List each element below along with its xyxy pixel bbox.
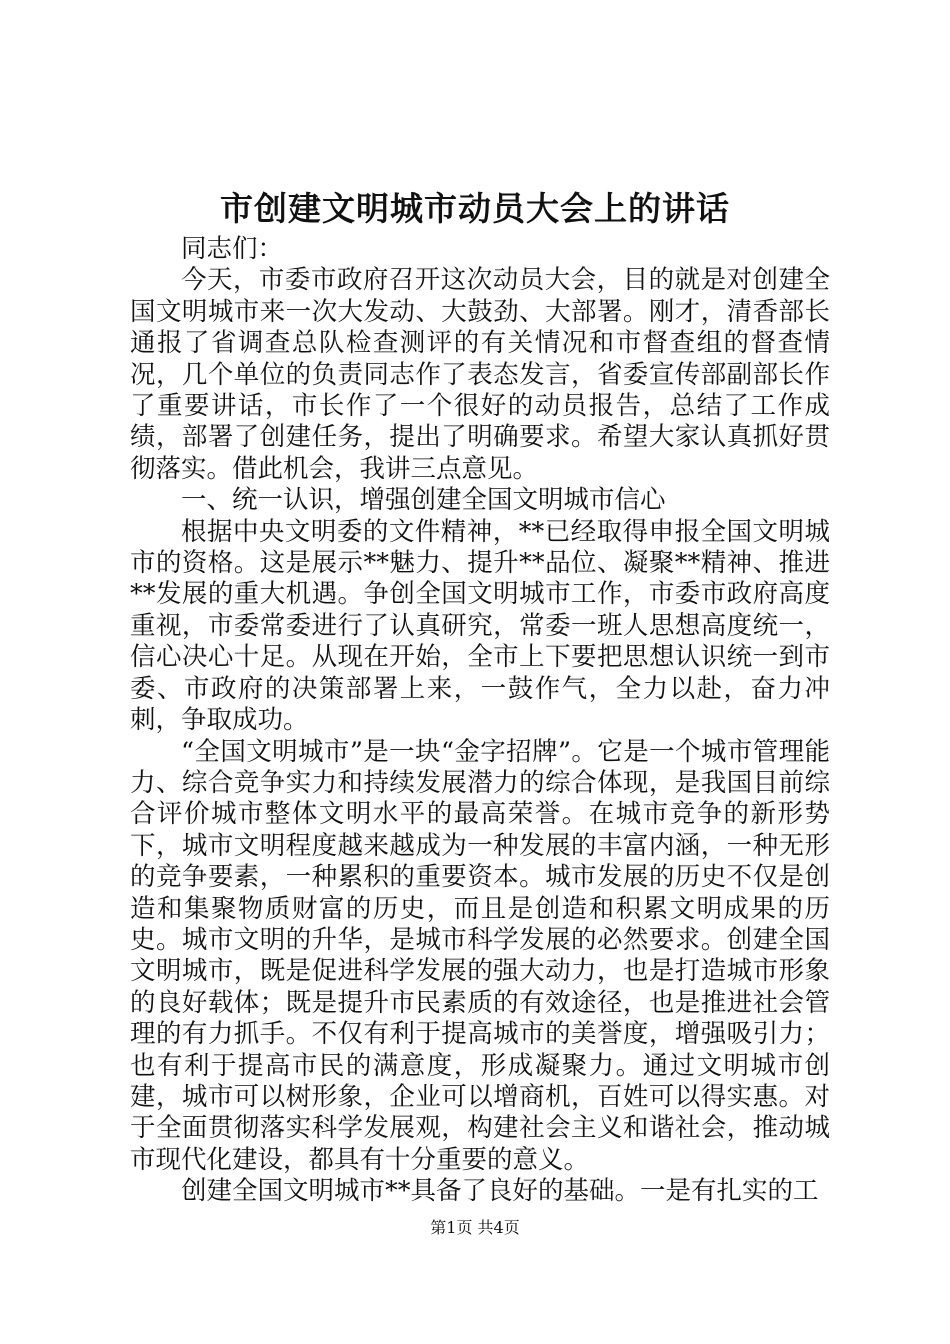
body-paragraph: 创建全国文明城市**具备了良好的基础。一是有扎实的工 [181, 1176, 819, 1207]
body-paragraph: 根据中央文明委的文件精神，**已经取得申报全国文明城市的资格。这是展示**魅力、提升**品位、凝聚**精神、推进**发展的重大机遇。争创全国文明城市工作，市委市政府高度重视，市委常委进行了认真研究，常委一班人思想高度统一，信心决心十足。从现在开始，全市上下要把思想认识统一到市委、市政府的决策部署上来，一鼓作气，全力以赴，奋力冲刺，争取成功。 [130, 516, 830, 736]
body-paragraph: 今天，市委市政府召开这次动员大会，目的就是对创建全国文明城市来一次大发动、大鼓劲、大部署。刚才，清香部长通报了省调查总队检查测评的有关情况和市督查组的督查情况，几个单位的负责同志作了表态发言，省委宣传部副部长作了重要讲话，市长作了一个很好的动员报告，总结了工作成绩，部署了创建任务，提出了明确要求。希望大家认真抓好贯彻落实。借此机会，我讲三点意见。 [130, 265, 830, 484]
section-heading: 一、统一认识，增强创建全国文明城市信心 [181, 485, 666, 516]
document-body [130, 234, 830, 1208]
page-number: 第1页 共4页 [430, 1218, 520, 1237]
document-title: 市创建文明城市动员大会上的讲话 [220, 189, 730, 228]
salutation-paragraph: 同志们： [181, 234, 284, 264]
body-paragraph: “全国文明城市”是一块“金字招牌”。它是一个城市管理能力、综合竞争实力和持续发展潜力的综合体现，是我国目前综合评价城市整体文明水平的最高荣誉。在城市竞争的新形势下，城市文明程度越来越成为一种发展的丰富内涵，一种无形的竞争要素，一种累积的重要资本。城市发展的历史不仅是创造和集聚物质财富的历史，而且是创造和积累文明成果的历史。城市文明的升华，是城市科学发展的必然要求。创建全国文明城市，既是促进科学发展的强大动力，也是打造城市形象的良好载体；既是提升市民素质的有效途径，也是推进社会管理的有力抓手。不仅有利于提高城市的美誉度，增强吸引力；也有利于提高市民的满意度，形成凝聚力。通过文明城市创建，城市可以树形象，企业可以增商机，百姓可以得实惠。对于全面贯彻落实科学发展观，构建社会主义和谐社会，推动城市现代化建设，都具有十分重要的意义。 [130, 736, 830, 1175]
page-footer [0, 1218, 950, 1238]
